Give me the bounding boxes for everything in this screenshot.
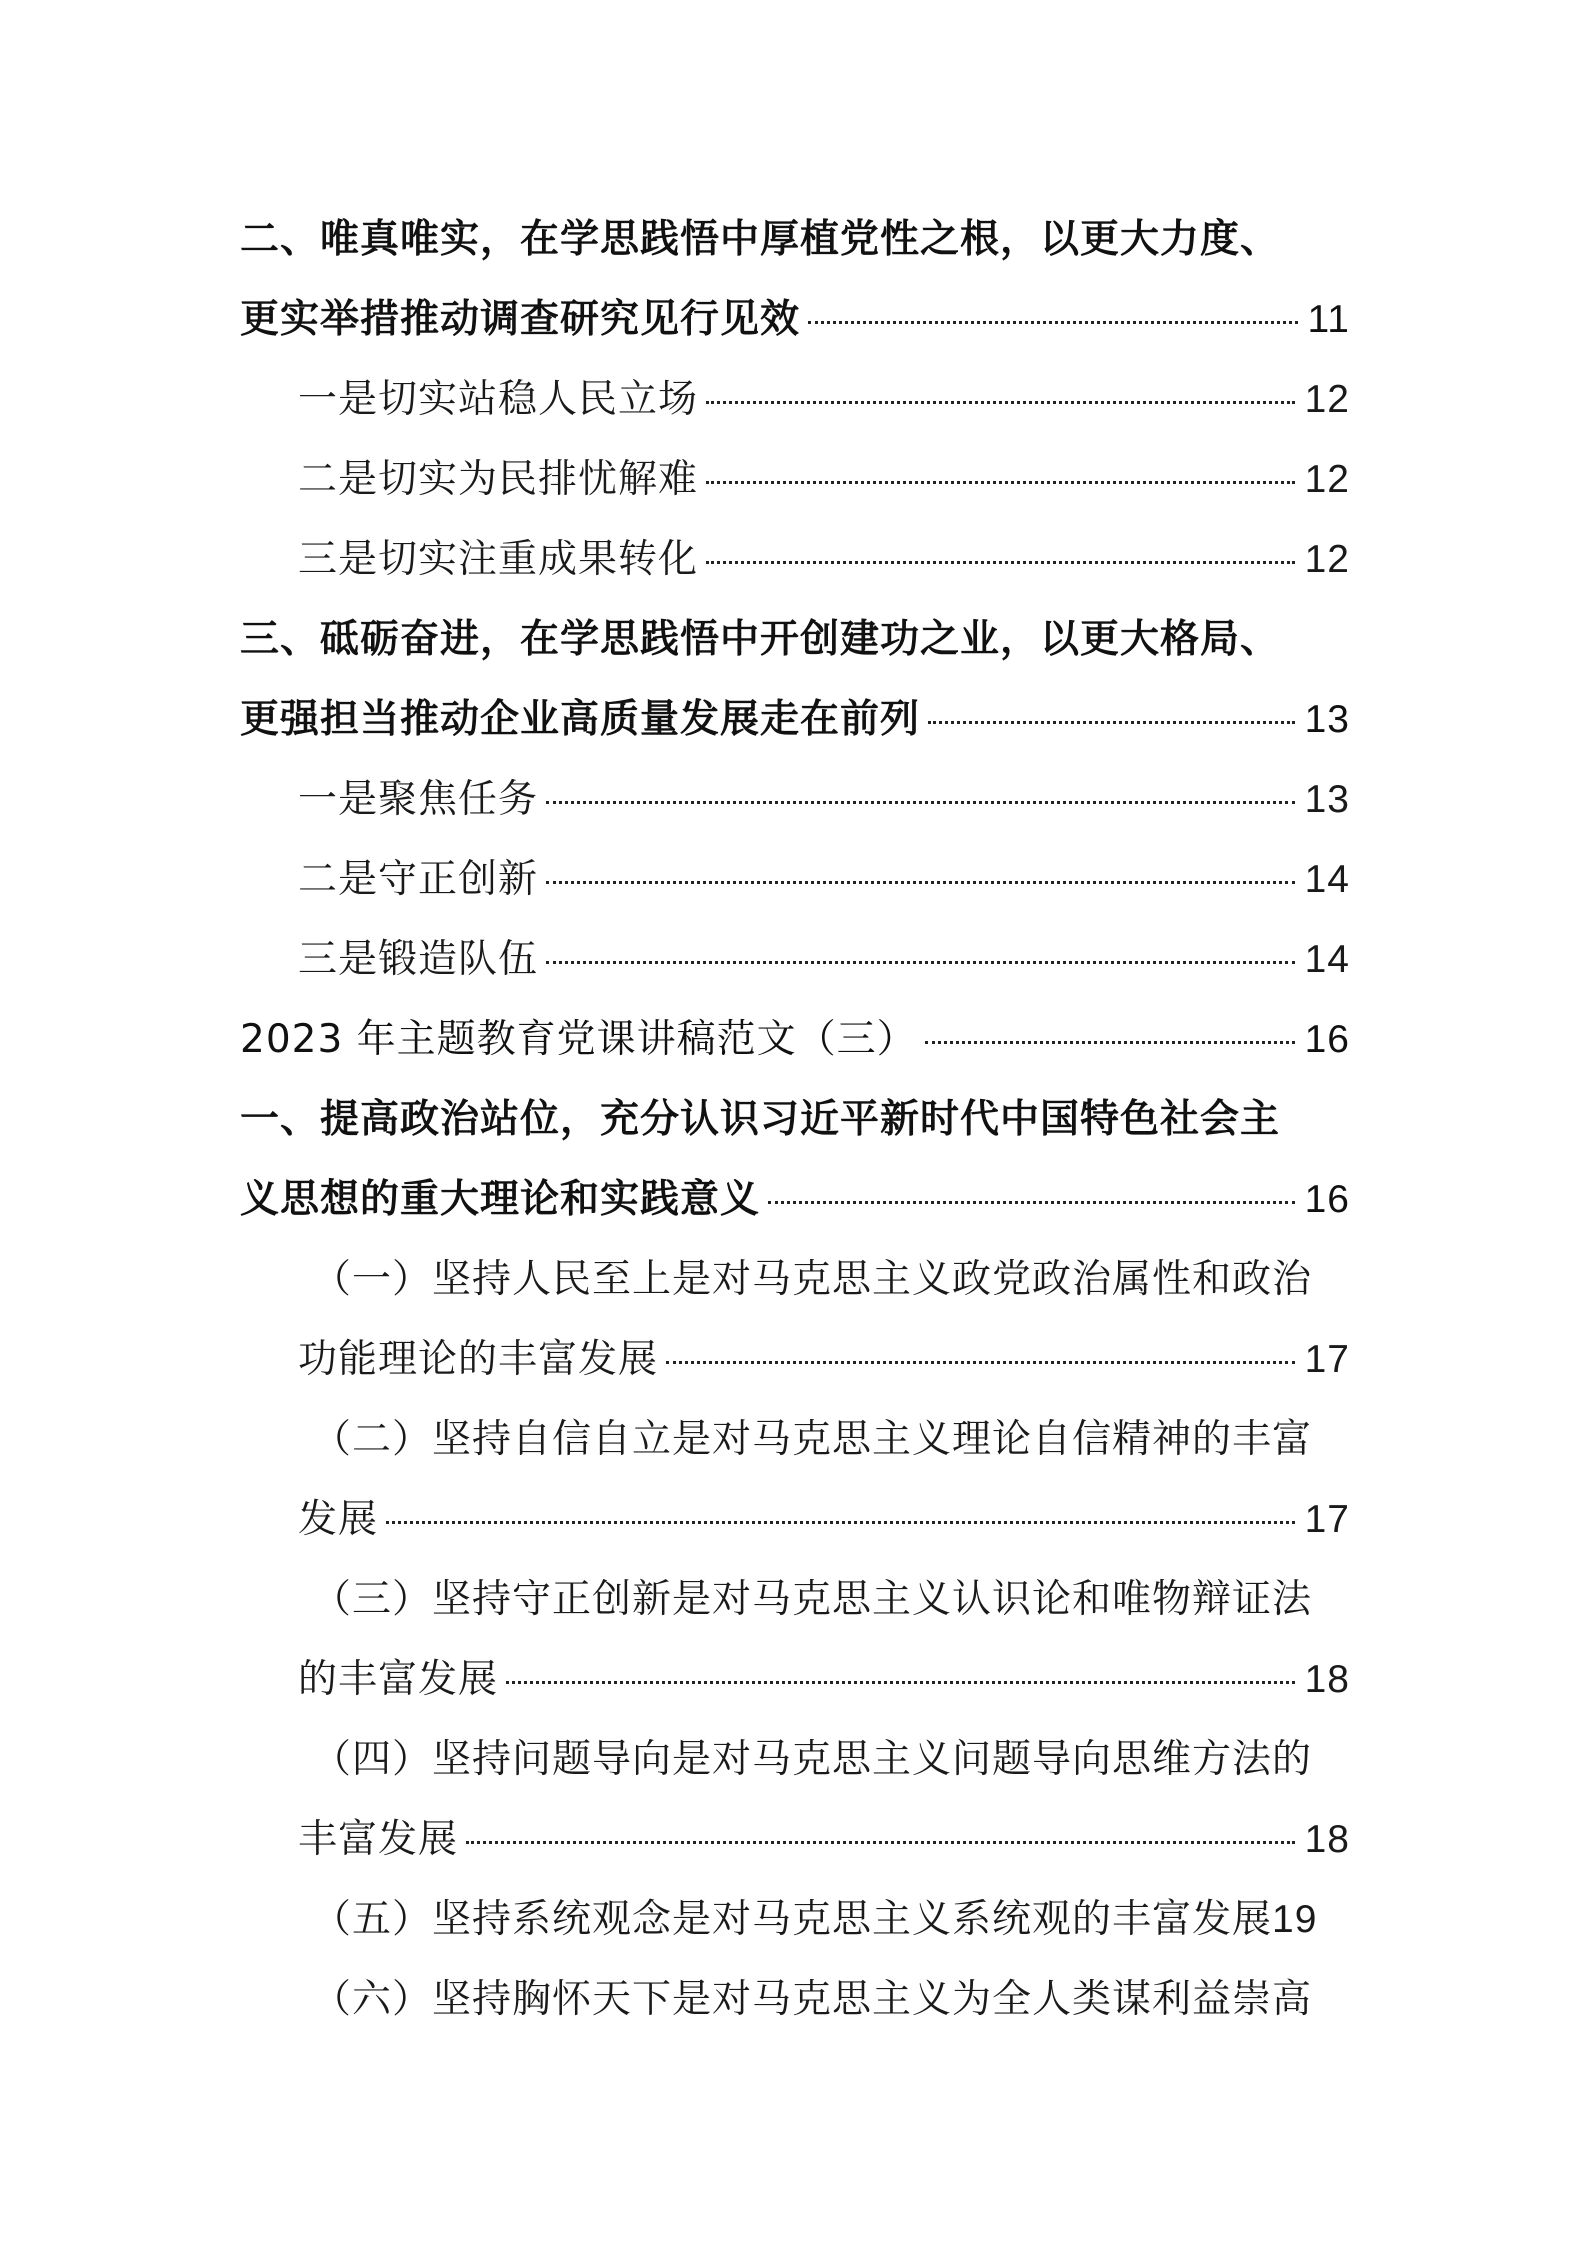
toc-entry[interactable] bbox=[240, 1240, 1350, 1400]
leader-dots bbox=[928, 721, 1295, 724]
toc-entry-text: 义思想的重大理论和实践意义 bbox=[240, 1177, 761, 1222]
toc-entry-text: 丰富发展 bbox=[298, 1817, 459, 1862]
toc-entry-text: 功能理论的丰富发展 bbox=[298, 1337, 659, 1382]
page-number: 17 bbox=[1304, 1338, 1350, 1381]
page-number: 14 bbox=[1304, 938, 1350, 981]
leader-dots bbox=[546, 961, 1295, 964]
toc-entry-text-line1: （一）坚持人民至上是对马克思主义政党政治属性和政治 bbox=[312, 1257, 1313, 1302]
page-number: 11 bbox=[1307, 298, 1350, 341]
toc-entry[interactable] bbox=[240, 360, 1350, 440]
page-number: 16 bbox=[1304, 1018, 1350, 1061]
toc-entry-text-line1: （四）坚持问题导向是对马克思主义问题导向思维方法的 bbox=[312, 1737, 1313, 1782]
toc-entry-text-line1: 一、提高政治站位，充分认识习近平新时代中国特色社会主 bbox=[240, 1097, 1281, 1142]
toc-entry-text: （五）坚持系统观念是对马克思主义系统观的丰富发展 bbox=[312, 1897, 1273, 1942]
toc-entry[interactable] bbox=[240, 1560, 1350, 1720]
toc-entry[interactable] bbox=[240, 200, 1350, 360]
page-number: 13 bbox=[1304, 698, 1350, 741]
toc-entry-text-line1: 三、砥砺奋进，在学思践悟中开创建功之业，以更大格局、 bbox=[240, 617, 1281, 662]
page-number: 18 bbox=[1304, 1658, 1350, 1701]
leader-dots bbox=[768, 1201, 1295, 1204]
leader-dots bbox=[546, 881, 1295, 884]
table-of-contents bbox=[240, 200, 1350, 2040]
toc-entry-text: 更实举措推动调查研究见行见效 bbox=[240, 297, 801, 342]
toc-entry-text: 一是聚焦任务 bbox=[298, 777, 539, 822]
page-number: 12 bbox=[1304, 378, 1350, 421]
leader-dots bbox=[666, 1361, 1295, 1364]
toc-entry-text: 更强担当推动企业高质量发展走在前列 bbox=[240, 697, 921, 742]
toc-entry-text: 三是切实注重成果转化 bbox=[298, 537, 699, 582]
toc-entry[interactable] bbox=[240, 1960, 1350, 2040]
leader-dots bbox=[706, 401, 1295, 404]
leader-dots bbox=[546, 801, 1295, 804]
leader-dots bbox=[706, 481, 1295, 484]
page-number: 18 bbox=[1304, 1818, 1350, 1861]
toc-entry[interactable] bbox=[240, 760, 1350, 840]
toc-entry[interactable] bbox=[240, 600, 1350, 760]
toc-entry-text: 三是锻造队伍 bbox=[298, 937, 539, 982]
toc-entry[interactable] bbox=[240, 920, 1350, 1000]
toc-entry-text-line1: （三）坚持守正创新是对马克思主义认识论和唯物辩证法 bbox=[312, 1577, 1313, 1622]
leader-dots bbox=[925, 1041, 1295, 1044]
leader-dots bbox=[386, 1521, 1295, 1524]
page-number: 12 bbox=[1304, 458, 1350, 501]
page-number: 19 bbox=[1272, 1898, 1318, 1941]
page-number: 13 bbox=[1304, 778, 1350, 821]
toc-entry-text: 二是切实为民排忧解难 bbox=[298, 457, 699, 502]
leader-dots bbox=[466, 1841, 1295, 1844]
toc-entry[interactable] bbox=[240, 1880, 1350, 1960]
toc-entry-text: 的丰富发展 bbox=[298, 1657, 499, 1702]
toc-entry[interactable] bbox=[240, 520, 1350, 600]
toc-entry[interactable] bbox=[240, 840, 1350, 920]
page-number: 14 bbox=[1304, 858, 1350, 901]
page-number: 16 bbox=[1304, 1178, 1350, 1221]
toc-entry[interactable] bbox=[240, 1400, 1350, 1560]
toc-entry[interactable] bbox=[240, 1000, 1350, 1080]
page-number: 17 bbox=[1304, 1498, 1350, 1541]
toc-entry-text: 二是守正创新 bbox=[298, 857, 539, 902]
leader-dots bbox=[506, 1681, 1295, 1684]
toc-entry[interactable] bbox=[240, 1720, 1350, 1880]
leader-dots bbox=[706, 561, 1295, 564]
toc-entry[interactable] bbox=[240, 1080, 1350, 1240]
toc-entry-text: 一是切实站稳人民立场 bbox=[298, 377, 699, 422]
toc-entry-text-line1: （二）坚持自信自立是对马克思主义理论自信精神的丰富 bbox=[312, 1417, 1313, 1462]
toc-entry-text: 发展 bbox=[298, 1497, 379, 1542]
toc-entry-text: 2023 年主题教育党课讲稿范文（三） bbox=[240, 1017, 917, 1062]
leader-dots bbox=[808, 321, 1297, 324]
toc-entry[interactable] bbox=[240, 440, 1350, 520]
toc-entry-text-line1: （六）坚持胸怀天下是对马克思主义为全人类谋利益崇高 bbox=[312, 1977, 1313, 2022]
toc-entry-text-line1: 二、唯真唯实，在学思践悟中厚植党性之根，以更大力度、 bbox=[240, 217, 1281, 262]
page-number: 12 bbox=[1304, 538, 1350, 581]
